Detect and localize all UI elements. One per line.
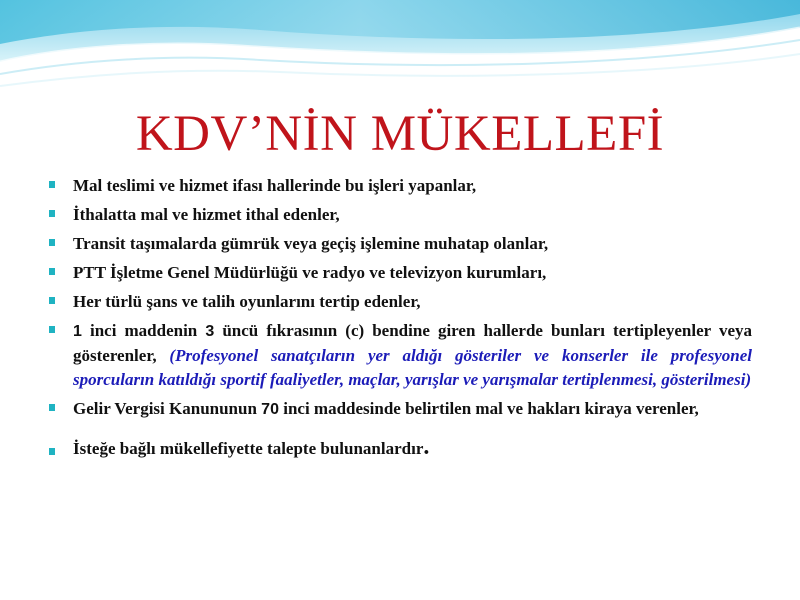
list-item — [48, 261, 752, 285]
item-text: PTT İşletme Genel Müdürlüğü ve radyo ve televizyon kurumları, — [73, 263, 547, 282]
list-item — [48, 232, 752, 256]
list-item — [48, 174, 752, 198]
bullet-icon — [49, 239, 55, 246]
list-item — [48, 203, 752, 227]
list-item — [48, 397, 752, 422]
item-note: (Profesyonel sanatçıların yer aldığı gösteriler ve konserler ile profesyonel sporcuların katıldığı sportif faaliyetler, maçlar, yarışlar ve yarışmalar tertiplenmesi, gösterilmesi) — [73, 346, 752, 389]
bullet-icon — [49, 404, 55, 411]
list-item — [48, 319, 752, 392]
item-text: inci maddenin — [81, 321, 206, 340]
item-text: Mal teslimi ve hizmet ifası hallerinde bu işleri yapanlar, — [73, 176, 477, 195]
item-text: Her türlü şans ve talih oyunlarını tertip edenler, — [73, 292, 421, 311]
bullet-icon — [49, 210, 55, 217]
end-mark: . — [423, 434, 430, 460]
item-text: İthalatta mal ve hizmet ithal edenler, — [73, 205, 340, 224]
bullet-icon — [49, 448, 55, 455]
article-number: 70 — [261, 401, 279, 418]
bullet-icon — [49, 268, 55, 275]
item-text: inci maddesinde belirtilen mal ve hakları kiraya verenler, — [278, 399, 699, 418]
slide-title: KDV’NİN MÜKELLEFİ — [135, 106, 665, 162]
item-text: üncü fıkrasının (c) bendine giren hallerde bunları tertipleyenler veya gösterenler, — [73, 321, 752, 365]
bullet-list — [48, 174, 752, 466]
bullet-icon — [49, 181, 55, 188]
list-item — [48, 435, 752, 461]
paragraph-number: 3 — [205, 323, 215, 340]
item-text: Gelir Vergisi Kanununun — [73, 399, 262, 418]
item-text: İsteğe bağlı mükellefiyette talepte bulunanlardır — [73, 439, 424, 458]
header-wave-decoration — [0, 0, 800, 100]
item-text: Transit taşımalarda gümrük veya geçiş işlemine muhatap olanlar, — [73, 234, 549, 253]
bullet-icon — [49, 297, 55, 304]
list-item — [48, 290, 752, 314]
bullet-icon — [49, 326, 55, 333]
article-number: 1 — [73, 323, 82, 340]
